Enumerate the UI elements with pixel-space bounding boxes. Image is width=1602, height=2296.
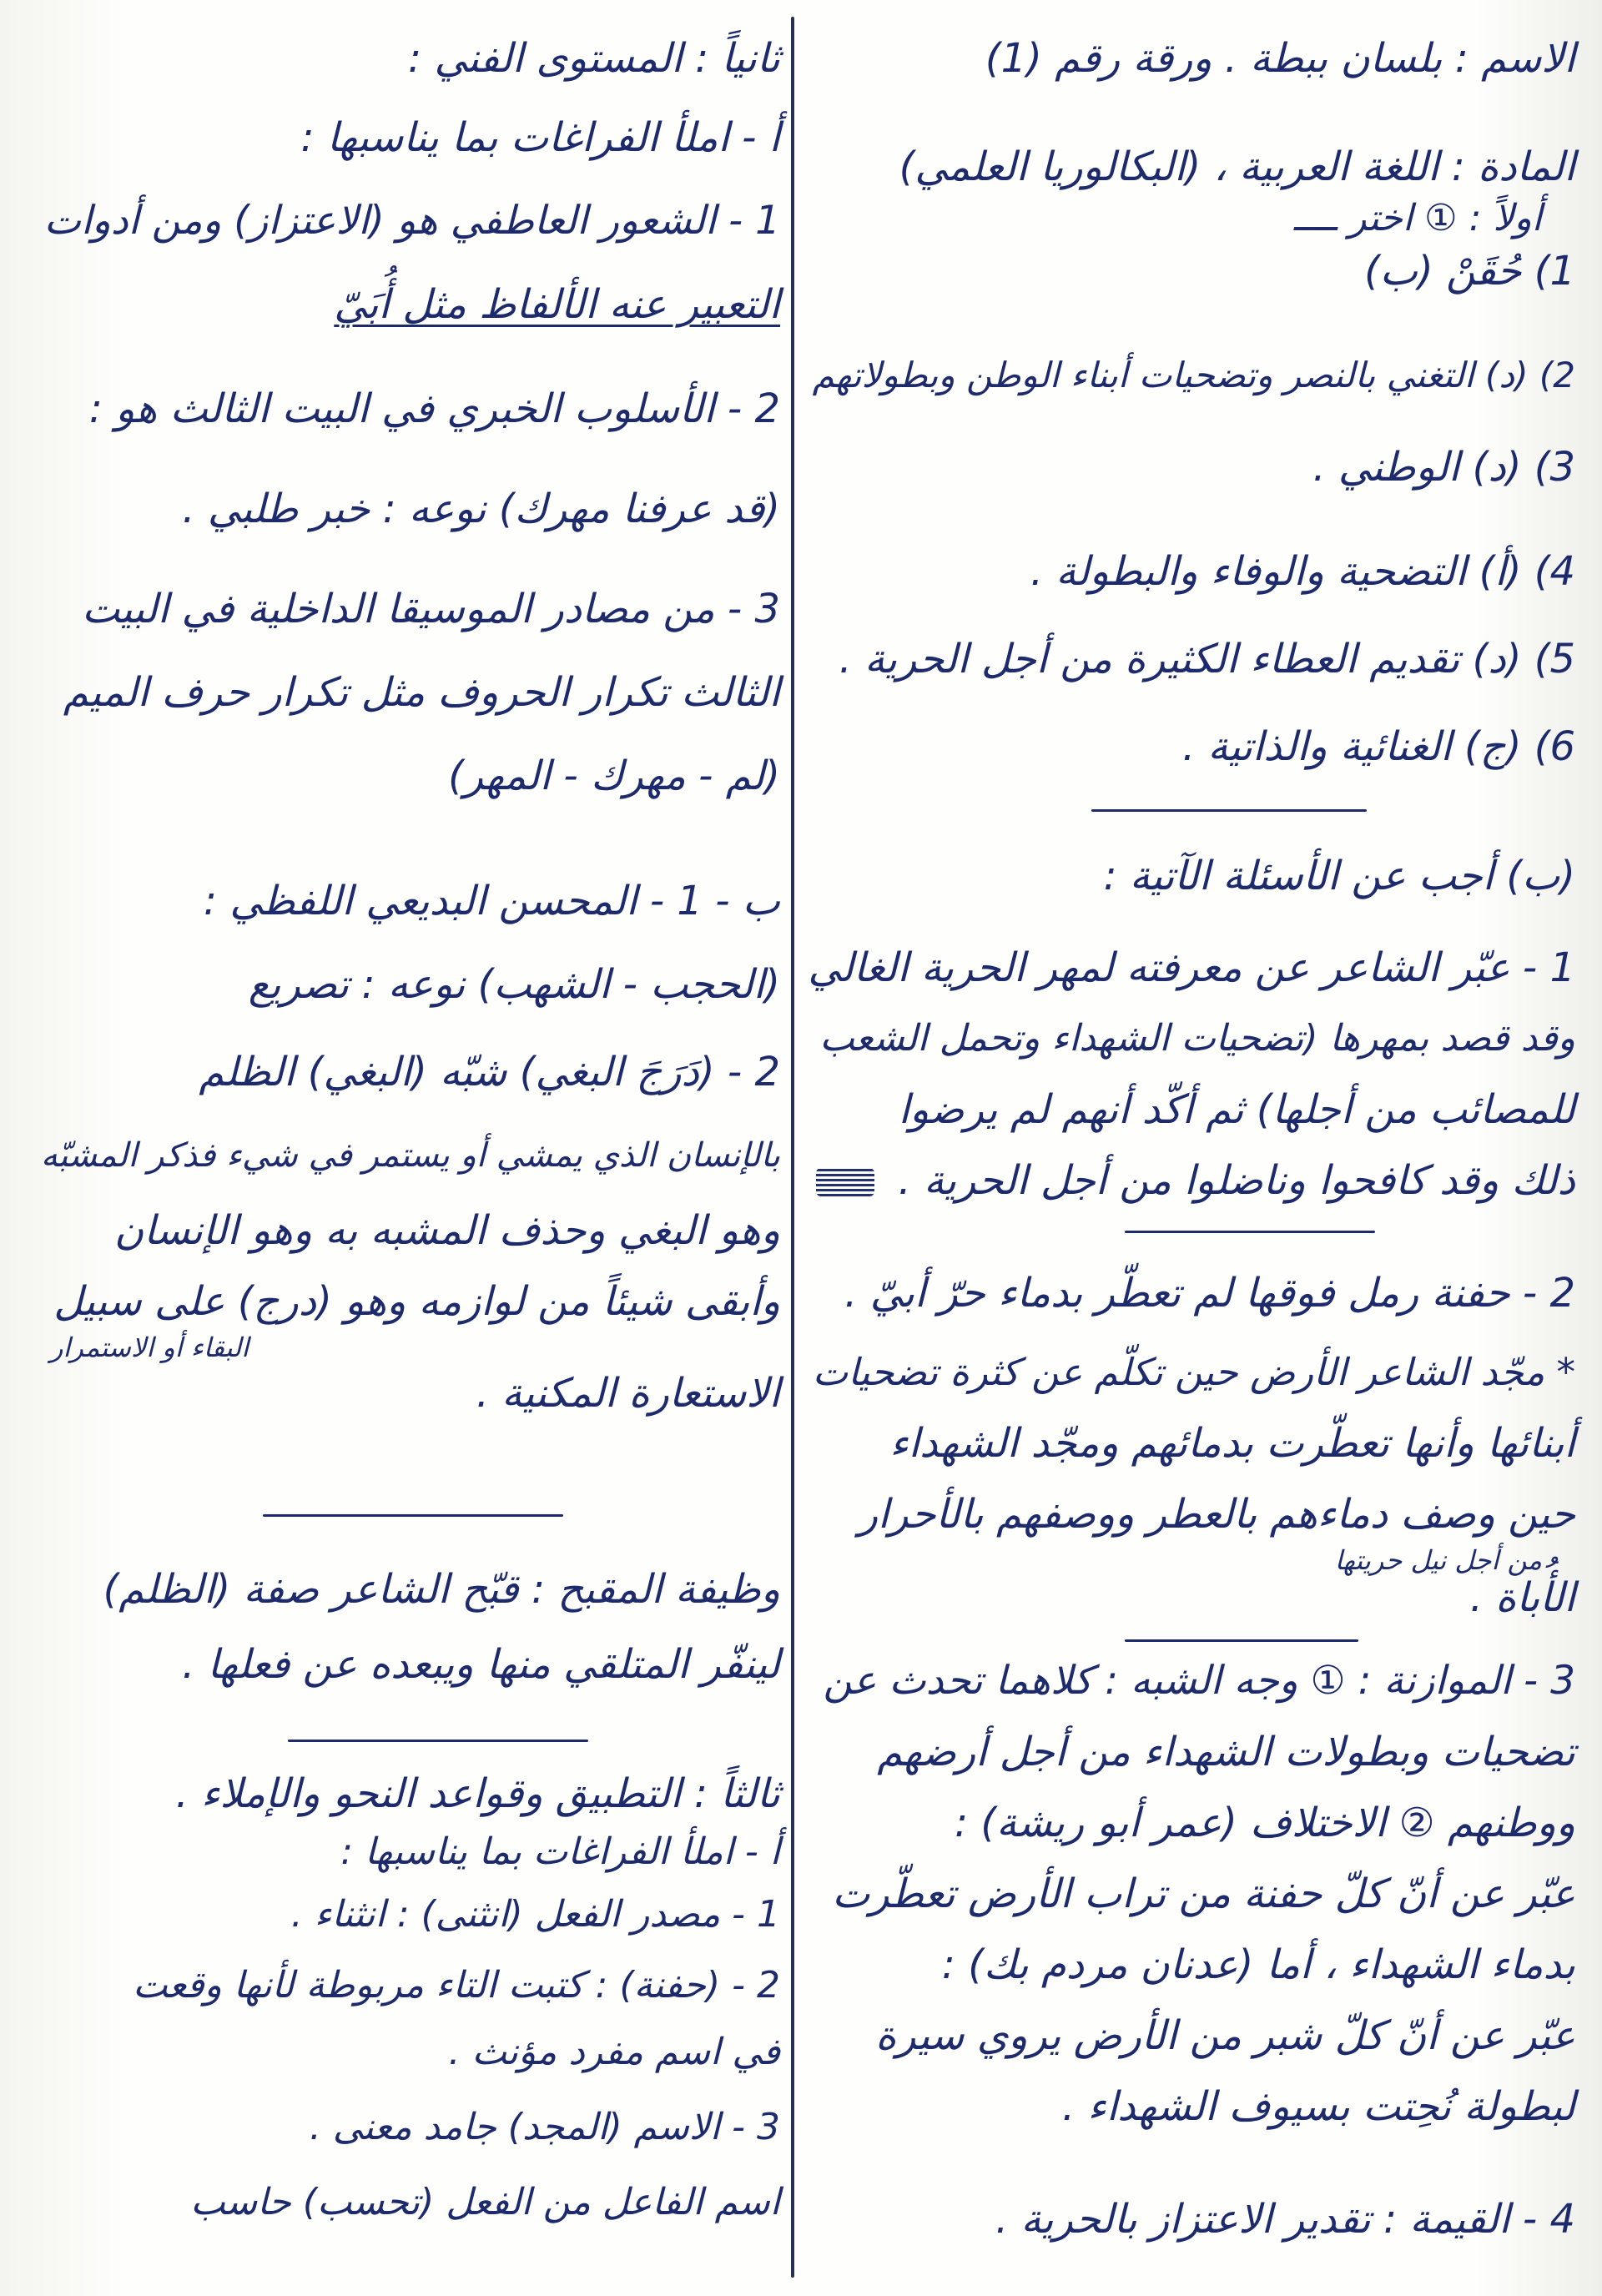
section-b-heading: (ب) أجب عن الأسئلة الآتية :	[1103, 853, 1575, 899]
answer-item-1: 1) حُقَنْ (ب)	[1364, 248, 1575, 295]
answer-line: وظيفة المقبح : قبّح الشاعر صفة (الظلم)	[103, 1566, 780, 1613]
answer-paragraph-line: حين وصف دماءهم بالعطر ووصفهم بالأحرار	[858, 1491, 1575, 1538]
comparison-line: بدماء الشهداء ، أما (عدنان مردم بك) :	[941, 1941, 1575, 1988]
separator-line	[263, 1514, 563, 1517]
comparison-line: عبّر عن أنّ كلّ شبر من الأرض يروي سيرة	[875, 2012, 1575, 2059]
rhetoric-heading: ب - 1 - المحسن البديعي اللفظي :	[203, 878, 780, 924]
answer-line: 2 - (دَرَجَ البغي) شبّه (البغي) الظلم	[199, 1049, 780, 1095]
answer-line: الاستعارة المكنية .	[476, 1370, 780, 1417]
answer-paragraph-line: ذلك وقد كافحوا وناضلوا من أجل الحرية .	[898, 1157, 1575, 1204]
answer-paragraph-line: أبنائها وأنها تعطّرت بدمائهم ومجّد الشهداء	[889, 1420, 1575, 1467]
answer-line: الثالث تكرار الحروف مثل تكرار حرف الميم	[63, 669, 780, 716]
answer-item-5: 5) (د) تقديم العطاء الكثيرة من أجل الحرية .	[839, 636, 1575, 682]
separator-line	[1125, 1231, 1375, 1233]
answer-line: 2 - (حفنة) : كتبت التاء مربوطة لأنها وقعت	[133, 1964, 780, 2006]
answer-line: 3 - من مصادر الموسيقا الداخلية في البيت	[82, 586, 780, 632]
answer-line: 2 - الأسلوب الخبري في البيت الثالث هو :	[88, 385, 780, 432]
answer-line: 3 - الاسم (المجد) جامد معنى .	[309, 2106, 780, 2148]
fill-blanks-heading: أ - املأ الفراغات بما يناسبها :	[300, 114, 780, 161]
section-one-heading: أولاً : ① اختر ــــ	[1293, 197, 1542, 239]
answer-paragraph-line: * مجّد الشاعر الأرض حين تكلّم عن كثرة تضحيات	[812, 1350, 1575, 1394]
column-divider	[791, 17, 794, 2278]
section-three-heading: ثالثاً : التطبيق وقواعد النحو والإملاء .	[175, 1770, 780, 1817]
comparison-line: لبطولة نُحِتت بسيوف الشهداء .	[1061, 2083, 1575, 2130]
inserted-phrase: من أجل نيل حريتها	[1334, 1544, 1542, 1576]
scribble-mark	[816, 1168, 874, 1196]
answer-line: لينفّر المتلقي منها ويبعده عن فعلها .	[182, 1641, 780, 1688]
answer-line: (لم - مهرك - المهر)	[448, 753, 780, 799]
answer-line: (الحجب - الشهب) نوعه : تصريع	[248, 961, 780, 1008]
subject-line: المادة : اللغة العربية ، (البكالوريا العلمي)	[899, 144, 1575, 190]
answer-quote-line: 2 - حفنة رمل فوقها لم تعطّر بدماء حرّ أبيّ .	[844, 1270, 1575, 1317]
answer-line: 1 - الشعور العاطفي هو (الاعتزاز) ومن أدوات	[43, 198, 780, 244]
answer-item-3: 3) (د) الوطني .	[1312, 444, 1575, 491]
separator-line	[1125, 1639, 1358, 1642]
answer-line: وهو البغي وحذف المشبه به وهو الإنسان	[113, 1207, 780, 1254]
answer-line: 1 - مصدر الفعل (انثنى) : انثناء .	[290, 1893, 780, 1936]
right-column	[808, 17, 1575, 2269]
comparison-line: 3 - الموازنة : ① وجه الشبه : كلاهما تحدث عن	[823, 1658, 1575, 1704]
answer-line: اسم الفاعل من الفعل (تحسب) حاسب	[190, 2181, 780, 2223]
value-line: 4 - القيمة : تقدير الاعتزاز بالحرية .	[995, 2196, 1575, 2243]
answer-paragraph-line: الأُباة .	[1469, 1574, 1575, 1621]
answer-paragraph-line: وقد قصد بمهرها (تضحيات الشهداء وتحمل الشعب	[819, 1017, 1575, 1060]
answer-line: (قد عرفنا مهرك) نوعه : خبر طلبي .	[182, 486, 780, 532]
separator-line	[288, 1740, 588, 1742]
answer-item-6: 6) (ج) الغنائية والذاتية .	[1181, 723, 1575, 770]
comparison-line: ووطنهم ② الاختلاف (عمر أبو ريشة) :	[954, 1800, 1575, 1846]
left-column	[33, 17, 780, 2269]
answer-line: في اسم مفرد مؤنث .	[448, 2031, 780, 2073]
answer-item-2: 2) (د) التغني بالنصر وتضحيات أبناء الوطن وبطولاتهم	[812, 355, 1575, 395]
answer-paragraph-line: للمصائب من أجلها) ثم أكّد أنهم لم يرضوا	[898, 1086, 1575, 1133]
answer-paragraph-line: 1 - عبّر الشاعر عن معرفته لمهر الحرية الغالي	[808, 944, 1575, 991]
answer-item-4: 4) (أ) التضحية والوفاء والبطولة .	[1030, 548, 1575, 595]
fill-blanks-heading: أ - املأ الفراغات بما يناسبها :	[340, 1830, 780, 1873]
separator-line	[1091, 809, 1367, 812]
section-two-heading: ثانياً : المستوى الفني :	[408, 35, 780, 82]
answer-line: بالإنسان الذي يمشي أو يستمر في شيء فذكر المشبّه	[40, 1136, 780, 1175]
answer-line: وأبقى شيئاً من لوازمه وهو (درج) على سبيل	[53, 1278, 780, 1325]
comparison-line: تضحيات وبطولات الشهداء من أجل أرضهم	[877, 1729, 1575, 1775]
student-name-line: الاسم : بلسان ببطة . ورقة رقم (1)	[985, 35, 1575, 82]
inserted-phrase: البقاء أو الاستمرار	[50, 1332, 249, 1363]
answer-line: التعبير عنه الألفاظ مثل أُبَيّ	[334, 281, 780, 328]
comparison-line: عبّر عن أنّ كلّ حفنة من تراب الأرض تعطّرت	[832, 1871, 1575, 1917]
